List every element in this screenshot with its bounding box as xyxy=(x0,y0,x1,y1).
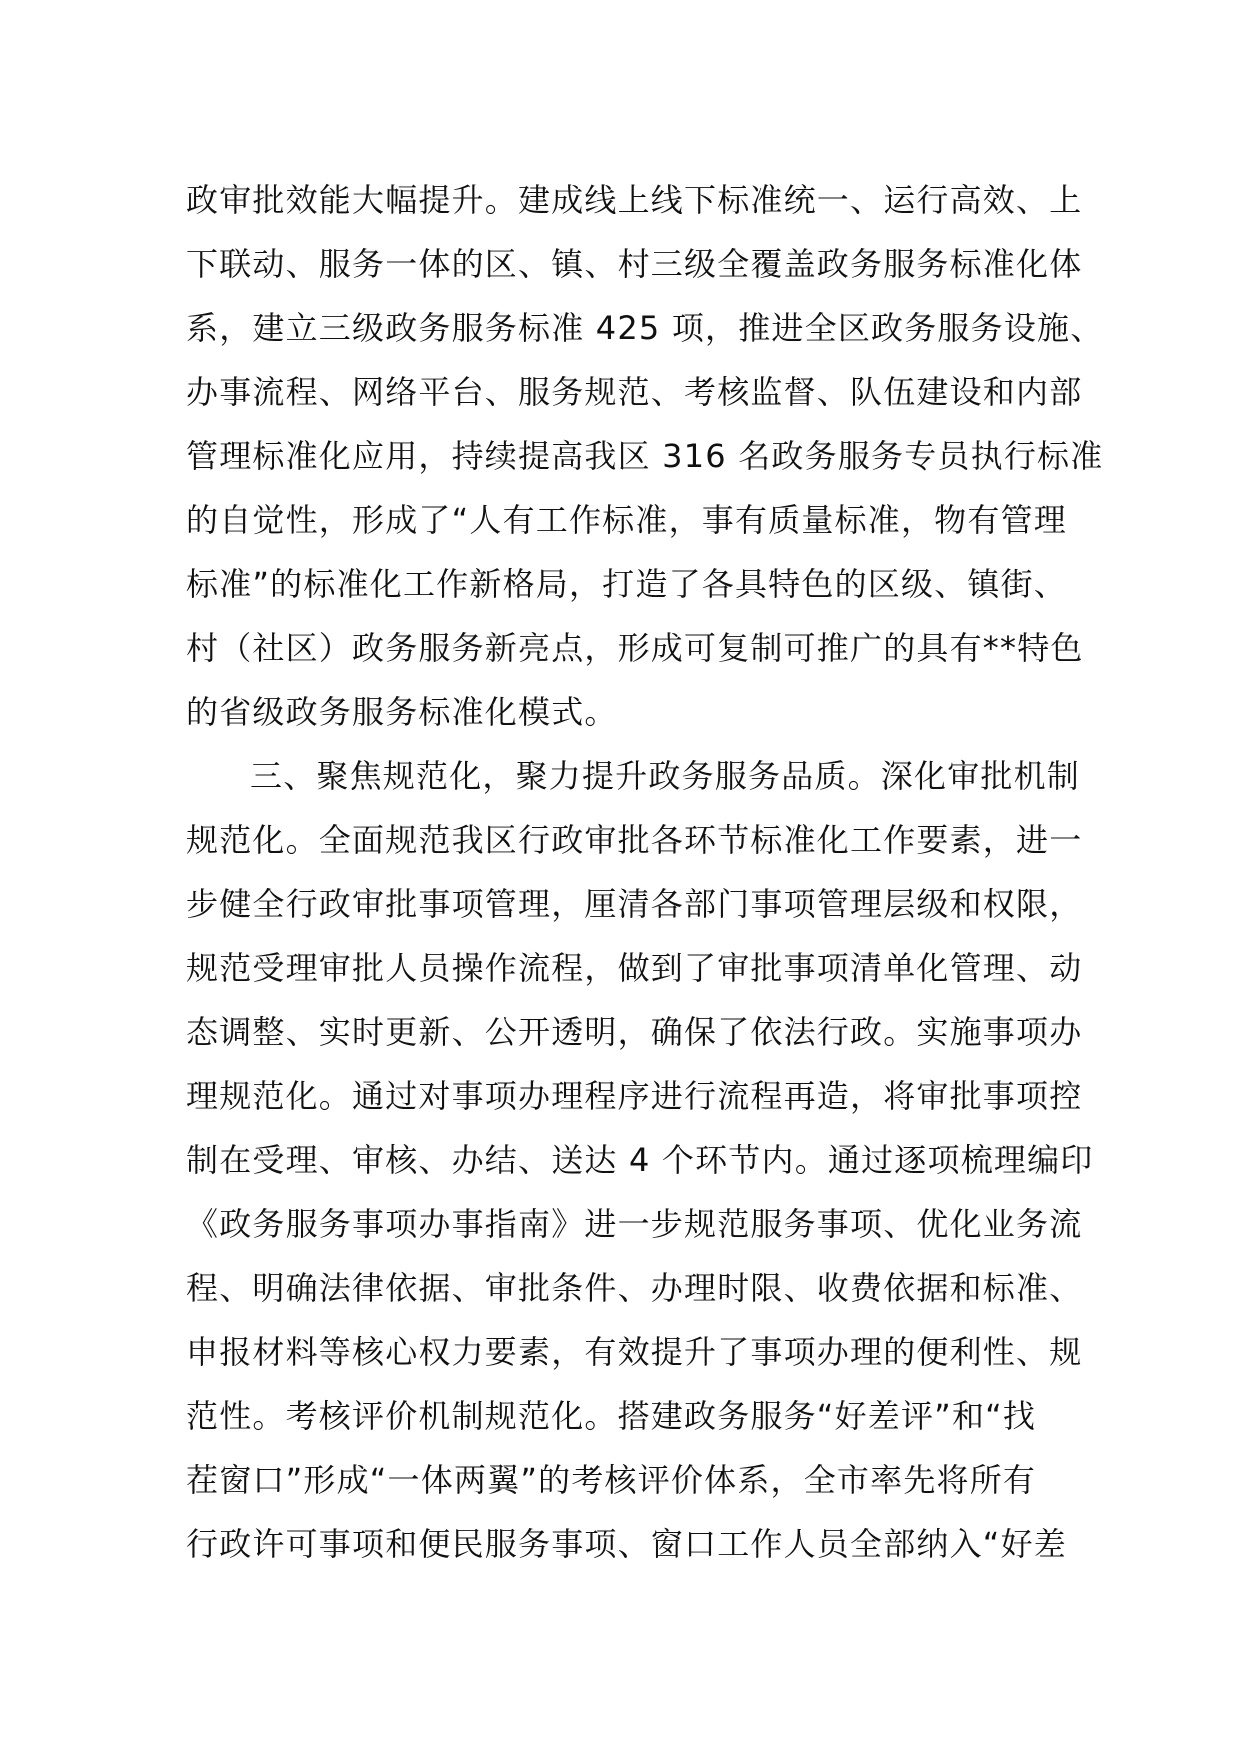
text-line: 下联动、服务一体的区、镇、村三级全覆盖政务服务标准化体 xyxy=(186,245,1083,283)
text-line: 的自觉性，形成了“人有工作标准，事有质量标准，物有管理 xyxy=(186,501,1067,539)
text-line: 办事流程、网络平台、服务规范、考核监督、队伍建设和内部 xyxy=(186,373,1083,411)
text-line: 政审批效能大幅提升。建成线上线下标准统一、运行高效、上 xyxy=(186,181,1083,219)
text-line: 村（社区）政务服务新亮点，形成可复制可推广的具有**特色 xyxy=(186,629,1084,667)
paragraph-first-line: 三、聚焦规范化，聚力提升政务服务品质。深化审批机制 xyxy=(250,757,1081,795)
text-line: 系，建立三级政务服务标准 425 项，推进全区政务服务设施、 xyxy=(186,309,1104,347)
text-line: 行政许可事项和便民服务事项、窗口工作人员全部纳入“好差 xyxy=(186,1525,1067,1563)
text-line: 态调整、实时更新、公开透明，确保了依法行政。实施事项办 xyxy=(186,1013,1083,1051)
text-line: 管理标准化应用，持续提高我区 316 名政务服务专员执行标准 xyxy=(186,437,1104,475)
text-line: 《政务服务事项办事指南》进一步规范服务事项、优化业务流 xyxy=(186,1205,1083,1243)
body-text xyxy=(186,168,1104,1576)
text-line: 规范受理审批人员操作流程，做到了审批事项清单化管理、动 xyxy=(186,949,1083,987)
text-line: 的省级政务服务标准化模式。 xyxy=(186,693,618,731)
text-line: 范性。考核评价机制规范化。搭建政务服务“好差评”和“找 xyxy=(186,1397,1037,1435)
text-line: 申报材料等核心权力要素，有效提升了事项办理的便利性、规 xyxy=(186,1333,1083,1371)
text-line: 茬窗口”形成“一体两翼”的考核评价体系，全市率先将所有 xyxy=(186,1461,1037,1499)
text-line: 步健全行政审批事项管理，厘清各部门事项管理层级和权限， xyxy=(186,885,1083,923)
text-line: 规范化。全面规范我区行政审批各环节标准化工作要素，进一 xyxy=(186,821,1083,859)
text-line: 程、明确法律依据、审批条件、办理时限、收费依据和标准、 xyxy=(186,1269,1083,1307)
text-line: 理规范化。通过对事项办理程序进行流程再造，将审批事项控 xyxy=(186,1077,1083,1115)
text-line: 制在受理、审核、办结、送达 4 个环节内。通过逐项梳理编印 xyxy=(186,1141,1094,1179)
text-line: 标准”的标准化工作新格局，打造了各具特色的区级、镇街、 xyxy=(186,565,1067,603)
